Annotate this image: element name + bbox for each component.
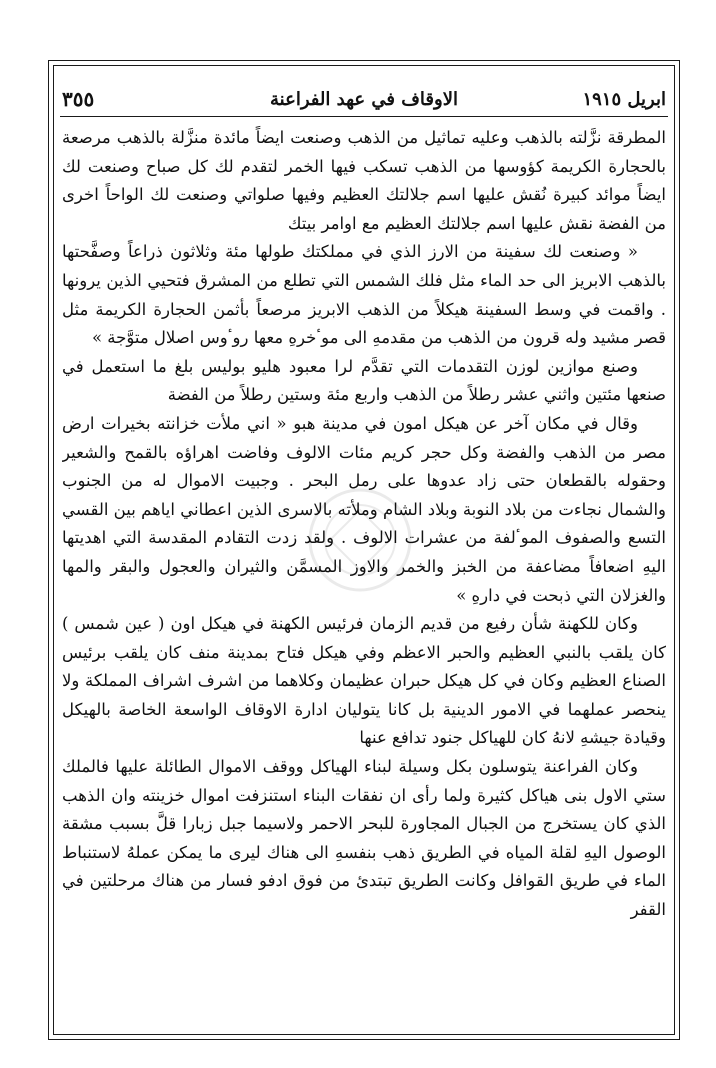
header-title: الاوقاف في عهد الفراعنة <box>270 88 458 110</box>
paragraph-3: وصنع موازين لوزن التقدمات التي تقدَّم لرا معبود هليو بوليس بلغ ما استعمل في صنعها مئتين واثني عشر رطلاً من الذهب واربع مئة وستين رطلاً من الفضة <box>62 356 666 405</box>
header-rule <box>60 116 668 117</box>
article-body <box>62 124 666 1024</box>
paragraph-5: وكان للكهنة شأن رفيع من قديم الزمان فرئيس الكهنة في هيكل اون ( عين شمس ) كان يلقب بالنبي العظيم والحبر الاعظم وفي هيكل فتاح بمدينة منف كان يلقب برئيس الصناع العظيم وكان في كل هيكل حبران عظيمان وكلاهما من اشرف اشراف المملكة ولا ينحصر عملهما في الامور الدينية بل كانا يتوليان ادارة الاوقاف الواسعة الخاصة بالهيكل وقيادة جيشهِ لانهُ كان للهياكل جنود تدافع عنها <box>62 614 666 748</box>
paragraph-2: « وصنعت لك سفينة من الارز الذي في مملكتك طولها مئة وثلاثون ذراعاً وصفَّحتها بالذهب الابريز الى حد الماء مثل فلك الشمس التي تطلع من المشرق فتحيي الذين يرونها . واقمت في وسط السفينة هيكلاً من الذهب الابريز مرصعاً بأثمن الحجارة الكريمة مثل قصر مشيد وله قرون من الذهب من مقدمهِ الى موٴخرهِ معها روٴوس اصلال متوَّجة » <box>62 242 666 348</box>
header-date: ابريل ١٩١٥ <box>582 88 666 110</box>
page-number: ٣٥٥ <box>62 87 95 111</box>
running-header <box>62 84 666 114</box>
paragraph-4: وقال في مكان آخر عن هيكل امون في مدينة هبو « اني ملأت خزانته بخيرات ارض مصر من الذهب والفضة وكل حجر كريم مئات الالوف وفاضت اهراؤه بالقمح والشعير وحقوله بالقطعان حتى زاد عدوها على رمل البحر . وجبيت الاموال له من الجنوب والشمال نجاءت من بلاد النوبة وبلاد الشام وملأته بالاسرى الذين اعطاني اياهم بين القسي التسع والصفوف الموٴلفة من عشرات الالوف . ولقد زدت التقادم المقدسة التي اهديتها اليهِ اضعافاً مضاعفة من الخبز والخمر والاوز المسمَّن والثيران والعجول والبقر والمها والغزلان التي ذبحت في دارهِ » <box>62 413 666 605</box>
paragraph-1: المطرقة نزَّلته بالذهب وعليه تماثيل من الذهب وصنعت ايضاً مائدة منزَّلة بالذهب مرصعة بالحجارة الكريمة كؤوسها من الذهب تسكب فيها الخمر لتقدم لك كل صباح وصنعت لك ايضاً موائد كبيرة نُقش عليها اسم جلالتك العظيم وفيها صلواتي وصنعت لك الواحاً اخرى من الفضة نقش عليها اسم جلالتك العظيم مع اوامر بيتك <box>62 128 666 233</box>
paragraph-6: وكان الفراعنة يتوسلون بكل وسيلة لبناء الهياكل ووقف الاموال الطائلة عليها فالملك ستي الاول بنى هياكل كثيرة ولما رأى ان نفقات البناء استنزفت اموال خزينته وان الذهب الذي كان يستخرج من الجبال المجاورة للبحر الاحمر ولاسيما جبل زبارا قلَّ بسبب مشقة الوصول اليهِ لقلة المياه في الطريق ذهب بنفسهِ الى هناك ليرى ما يمكن عملهُ لاستنباط الماء في طريق القوافل وكانت الطريق تبتدئ من فوق ادفو فسار من هناك مرحلتين في القفر <box>62 757 666 920</box>
